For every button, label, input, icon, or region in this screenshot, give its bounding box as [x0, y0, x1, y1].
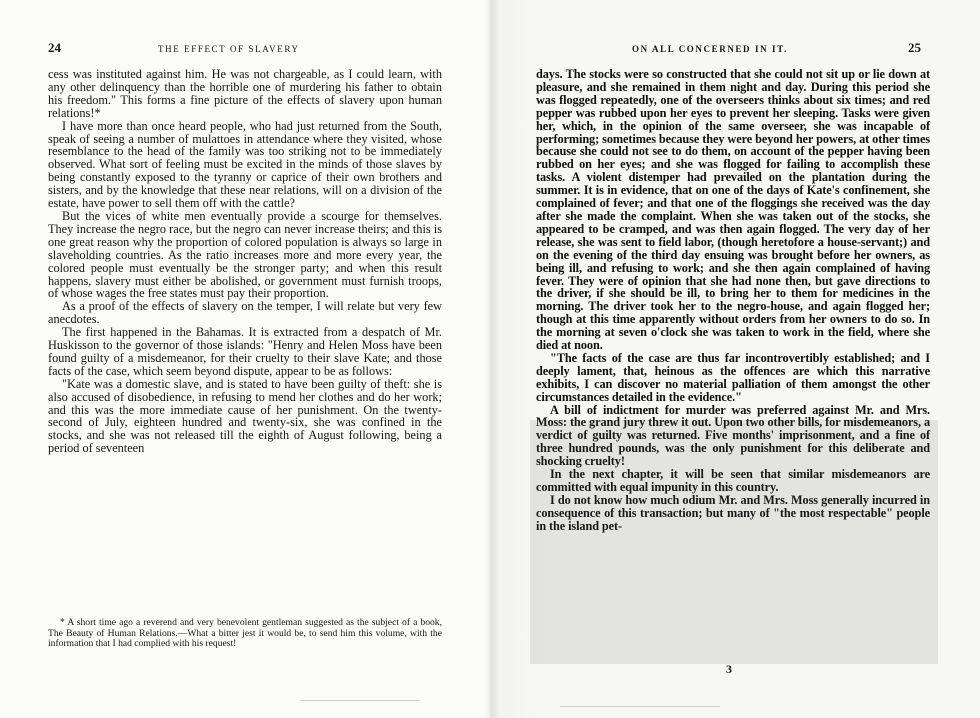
- paragraph: A bill of indictment for murder was preferred against Mr. and Mrs. Moss: the grand jury threw it out. Upon two other bills, for misdemeanors, a verdict of guilty was returned. Five months' imprisonment, and a fine of three hundred pounds, was the only punishment for this deliberate and shocking cruelty!: [536, 402, 930, 469]
- paragraph: "The facts of the case are thus far incontrovertibly established; and I deeply lament, that, heinous as the offences are which this narrative exhibits, I can discover no material palliation of them amongst the other circumstances detailed in the evidence.": [536, 350, 930, 404]
- footnote: [48, 618, 442, 650]
- running-head-right: ON ALL CONCERNED IN IT.: [632, 44, 788, 54]
- page-number-left: 24: [48, 40, 61, 55]
- scan-speck: [560, 706, 720, 707]
- paragraph: As a proof of the effects of slavery on the temper, I will relate but very few anecdotes.: [48, 299, 442, 327]
- paragraph: I have more than once heard people, who had just returned from the South, speak of seeing a number of mulattoes in attendance where they visited, whose resemblance to the head of the family was too striking not to be immediately observed. What sort of feeling must be excited in the minds of those slaves by being constantly exposed to the tyranny or caprice of their own brothers and sisters, and by the knowledge that these near relations, will on a division of the estate, have power to sell them off with the cattle?: [48, 118, 442, 211]
- paragraph: "Kate was a domestic slave, and is stated to have been guilty of theft: she is also accused of disobedience, in refusing to mend her clothes and do her work; and this was the more immediate cause of her punishment. On the twenty-second of July, eighteen hundred and twenty-six, she was confined in the stocks, and she was not released till the eighth of August following, being a period of seventeen: [48, 376, 442, 456]
- page-number-right: 25: [908, 40, 921, 55]
- scan-shading: [530, 420, 938, 664]
- paragraph: days. The stocks were so constructed that she could not sit up or lie down at pleasure, and she remained in them night and day. During this period she was flogged repeatedly, one of the overseers thinks about six times; and red pepper was rubbed upon her eyes to prevent her sleeping. Tasks were given her, which, in the opinion of the same overseer, she was incapable of performing; sometimes because they were beyond her powers, at other times because she could not see to do them, on account of the pepper having been rubbed on her eyes; and she was flogged for failing to accomplish these tasks. A violent distemper had prevailed on the plantation during the summer. It is in evidence, that on one of the days of Kate's confinement, she complained of fever; and that one of the floggings she received was the day after she made the complaint. When she was taken out of the stocks, she appeared to be cramped, and was then again flogged. The very day of her release, she was sent to field labor, (though heretofore a house-servant;) and on the evening of the third day ensuing was brought before her owners, as being ill, and refusing to work; and she then again complained of having fever. They were of opinion that she had none then, but gave directions to the driver, if she should be ill, to bring her to them for medicines in the morning. The driver took her to the negro-house, and again flogged her; though at this time apparently without orders from her owners to do so. In the morning at seven o'clock she was taken to work in the field, where she died at noon.: [536, 67, 930, 353]
- book-gutter: [484, 0, 500, 718]
- footnote-text: * A short time ago a reverend and very benevolent gentleman suggested as the subject of a book, The Beauty of Human Relations.—What a bitter jest it would be, to send him this volume, with the information that I had complied with his request!: [48, 617, 442, 650]
- paragraph: I do not know how much odium Mr. and Mrs. Moss generally incurred in consequence of this transaction; but many of "the most respectable" people in the island pet-: [536, 492, 930, 533]
- paragraph: cess was instituted against him. He was not chargeable, as I could learn, with any other delinquency than the horrible one of murdering his father to obtain his freedom." This forms a fine picture of the effects of slavery upon human relations!*: [48, 67, 442, 120]
- paragraph: In the next chapter, it will be seen that similar misdemeanors are committed with equal impunity in this country.: [536, 467, 930, 494]
- paragraph: The first happened in the Bahamas. It is extracted from a despatch of Mr. Huskisson to the governor of those islands: "Henry and Helen Moss have been found guilty of a misdemeanor, for their cruelty to their slave Kate; and those facts of the case, which seem beyond dispute, appear to be as follows:: [48, 325, 442, 378]
- running-head-left: THE EFFECT OF SLAVERY: [158, 44, 300, 54]
- paragraph: But the vices of white men eventually provide a scourge for themselves. They increase the negro race, but the negro can never increase theirs; and this is one great reason why the proportion of colored population is always so large in slaveholding countries. As the ratio increases more and more every year, the colored people must eventually be the stronger party; and when this result happens, slavery must either be abolished, or government must furnish troops, of whose wages the free states must pay their proportion.: [48, 208, 442, 301]
- signature-mark: 3: [726, 662, 732, 676]
- scan-speck: [300, 700, 420, 701]
- left-body: [48, 68, 442, 455]
